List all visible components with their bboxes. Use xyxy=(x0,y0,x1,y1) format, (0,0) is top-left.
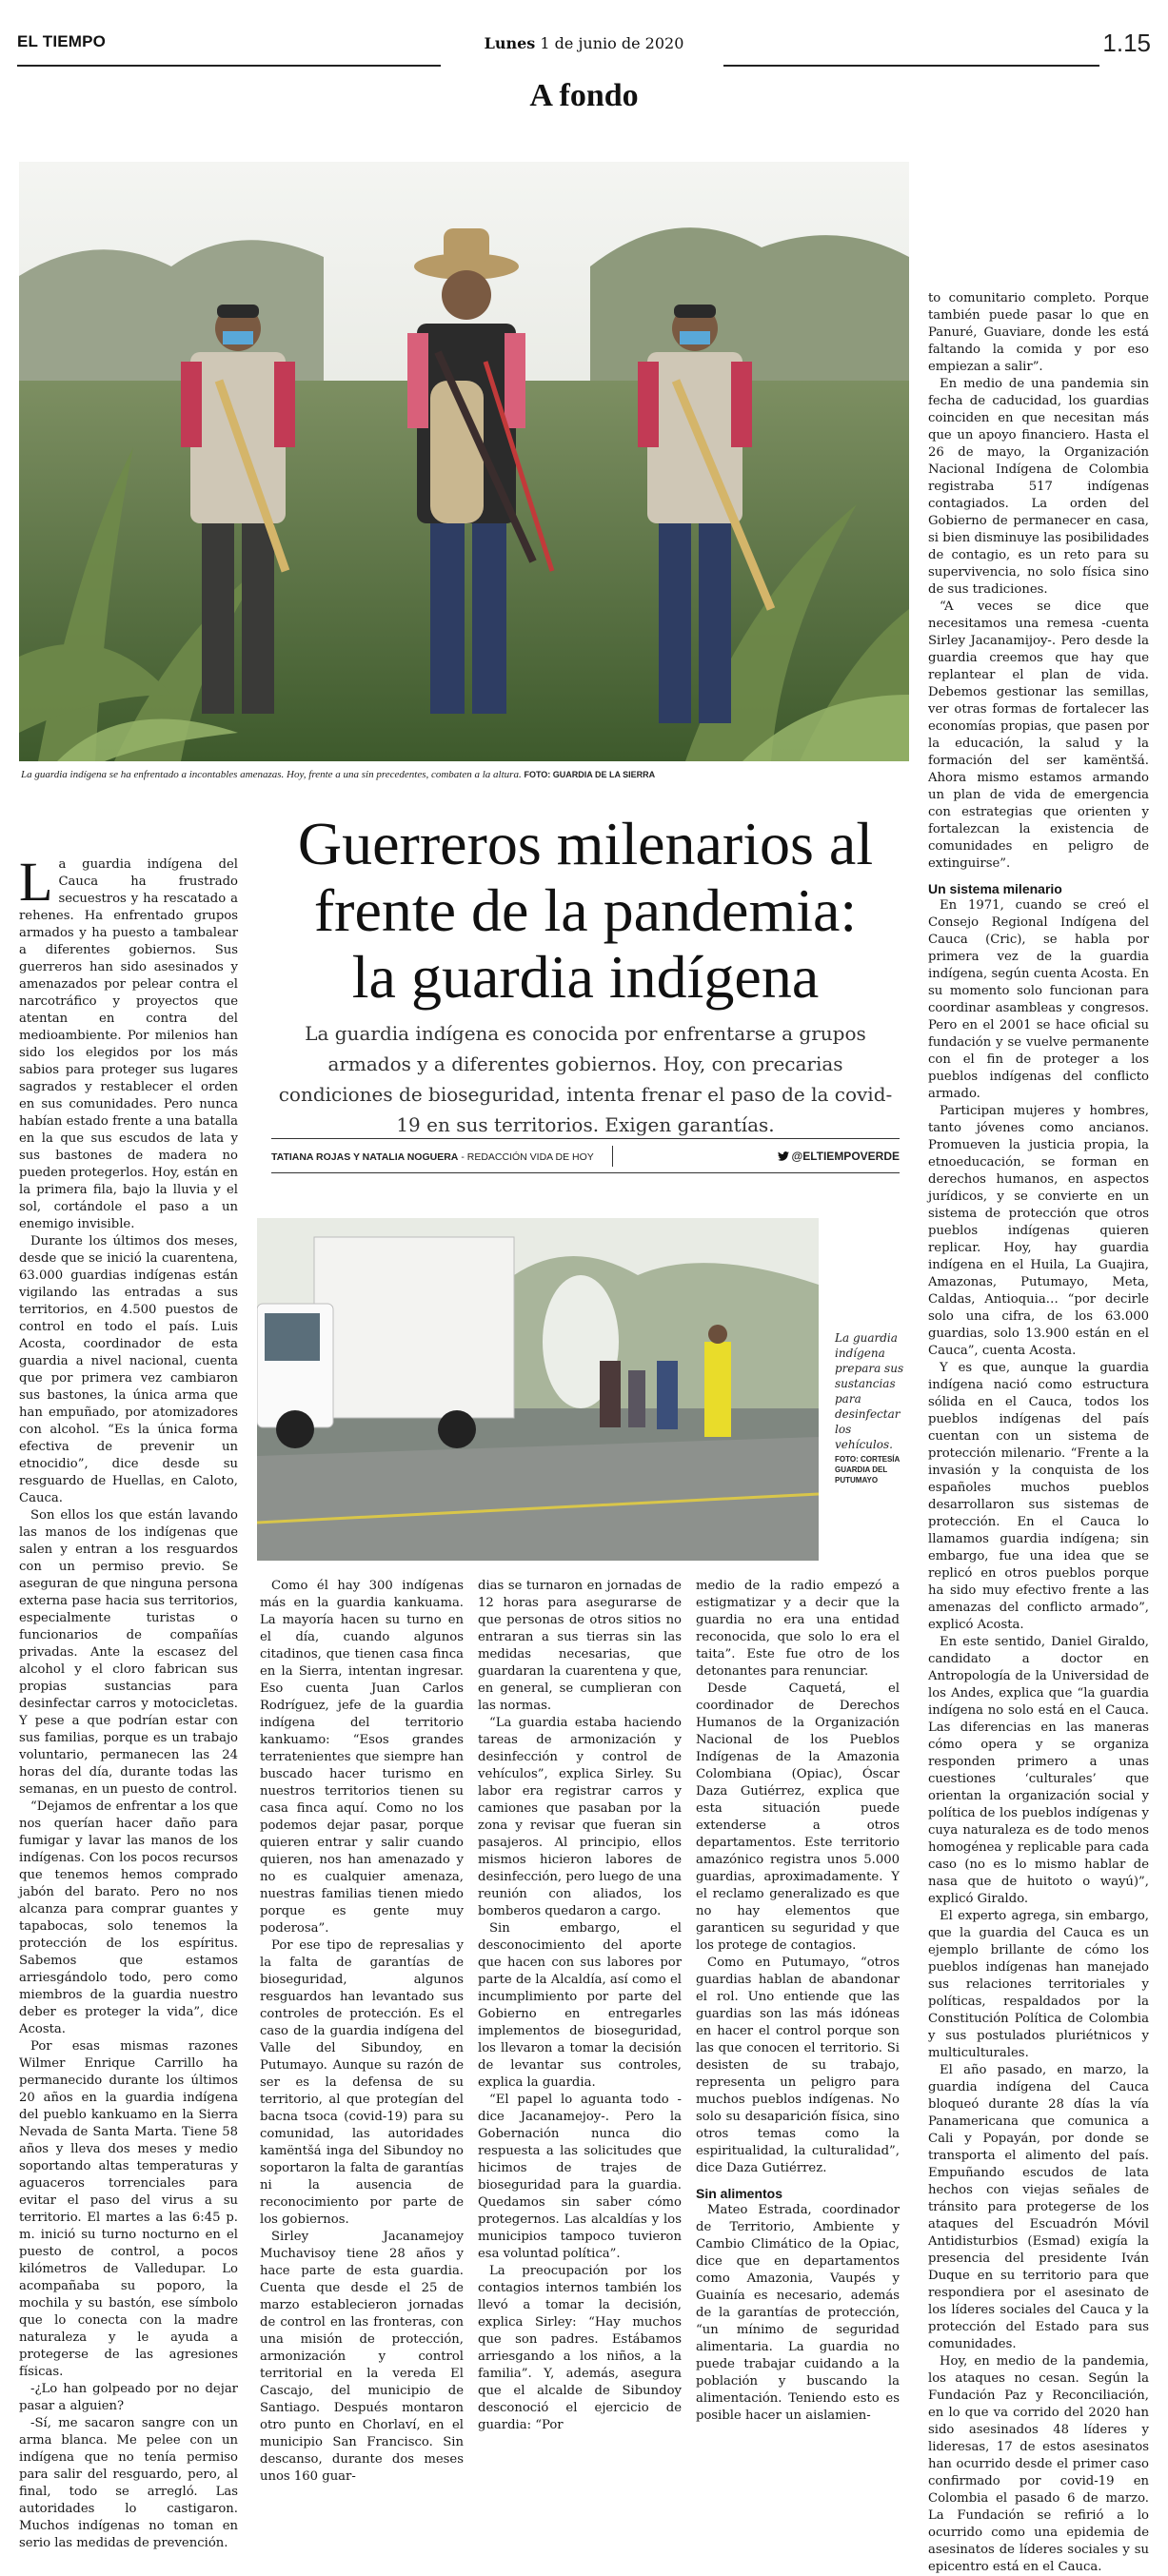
byline-separator xyxy=(612,1146,613,1167)
main-photo-caption-text: La guardia indígena se ha enfrentado a incontables amenazas. Hoy, frente a una sin precedentes, combaten a la altura. xyxy=(21,769,522,780)
col5-paragraph-4: En 1971, cuando se creó el Consejo Regional Indígena del Cauca (Cric), se habla por primera vez de la guardia indígena, según cuenta Acosta. En su momento solo funcionan para coordinar asambleas y congresos. Pero en el 2001 se hace oficial su fundación y se vuelve permanente con el fin de proteger a los pueblos indígenas del conflicto armado. xyxy=(928,898,1149,1101)
deck: La guardia indígena es conocida por enfrentarse a grupos armados y a diferentes gobiernos. Hoy, con precarias condiciones de bioseguridad, intenta frenar el paso de la covid-19 en sus territorios. Exigen garantías. xyxy=(278,1022,893,1136)
headline-line-1: Guerreros milenarios al xyxy=(297,810,874,877)
col3-paragraph-4: “El papel lo aguanta todo -dice Jacanamejoy-. Pero la Gobernación nunca dio respuesta a las solicitudes que hicimos de trajes de bioseguridad para la guardia. Quedamos sin saber cómo protegernos. Las alcaldías y los municipios tampoco tuvieron esa voluntad política”. xyxy=(478,2093,682,2261)
main-photo-caption xyxy=(21,769,911,780)
header-rule-left xyxy=(17,65,441,67)
col2-paragraph-1: Como él hay 300 indígenas más en la guardia kankuama. La mayoría hacen su turno en el día, cuando algunos citadinos, que tienen casa finca en la Sierra, intentan ingresar. Eso cuenta Juan Carlos Rodríguez, jefe de la guardia indígena del territorio kankuamo: “Esos grandes terratenientes que siempre han buscado hacer turismo en nuestros territorios tienen su casa finca aquí. Como no los podemos dejar pasar, porque quieren entrar y salir cuando quieren, nos han amenazado y no es cualquier amenaza, nuestras familias tienen miedo porque es gente muy poderosa”. xyxy=(260,1579,464,1936)
byline-rule-top xyxy=(271,1138,900,1139)
col1-paragraph-3: Son ellos los que están lavando las manos de los indígenas que salen y entran a los resguardos con un permiso previo. Se aseguran de que ninguna persona externa pase hacia sus territorios, especialmente turistas o funcionarios de compañías privadas. Ante la escasez del alcohol y el cloro fabrican sus propias sustancias para desinfectar carros y motocicletas. Y pese a que podrían estar con sus familias, porque es un trabajo voluntario, permanecen las 24 horas del día, durante todas las semanas, en un puesto de control. xyxy=(19,1508,238,1797)
subheading-sistema-milenario: Un sistema milenario xyxy=(928,881,1062,896)
secondary-photo-credit: FOTO: CORTESÍA GUARDIA DEL PUTUMAYO xyxy=(835,1455,900,1485)
col5-paragraph-8: El experto agrega, sin embargo, que la guardia del Cauca es un ejemplo brillante de cómo los pueblos indígenas han manejado sus relaciones territoriales y políticas, respaldados por la Constitución Política de Colombia y sus postulados pluriétnicos y multiculturales. xyxy=(928,1909,1149,2060)
header-rule-right xyxy=(723,65,1099,67)
col5-paragraph-2: En medio de una pandemia sin fecha de caducidad, los guardias coinciden en que necesitan más que un apoyo financiero. Hasta el 26 de mayo, la Organización Nacional Indígena de Colombia registraba 517 indígenas contagiados. La orden del Gobierno de permanecer en casa, si bien disminuye las posibilidades de contagio, es un reto para su supervivencia, no solo física sino de sus tradiciones. xyxy=(928,377,1149,597)
col4-paragraph-3: Como en Putumayo, “otros guardias hablan de abandonar el rol. Uno entiende que las guardias son las más idóneas en hacer el control porque son las que conocen el territorio. Si desisten de su trabajo, representa un peligro para muchos pueblos indígenas. No solo su desaparición física, sino otros temas como la espiritualidad, la culturalidad”, dice Daza Gutiérrez. xyxy=(696,1956,900,2175)
page-number: 1.15 xyxy=(1102,29,1151,57)
masthead: EL TIEMPO xyxy=(17,32,107,50)
byline-authors: TATIANA ROJAS Y NATALIA NOGUERA xyxy=(271,1151,459,1163)
byline xyxy=(271,1151,900,1163)
section-title: A fondo xyxy=(529,78,639,113)
col1-paragraph-6: -¿Lo han golpeado por no dejar pasar a alguien? xyxy=(19,2382,238,2413)
article-column-1 xyxy=(19,851,238,2552)
headline xyxy=(257,811,914,1011)
col2-paragraph-3: Sirley Jacanamejoy Muchavisoy tiene 28 años y hace parte de esta guardia. Cuenta que desde el 25 de marzo establecieron jornadas de control en las fronteras, con una misión de protección, armonización y control territorial en la vereda El Cascajo, del municipio de Santiago. Después montaron otro punto en Chorlaví, en el municipio San Francisco. Sin descanso, durante dos meses unos 160 guar- xyxy=(260,2230,464,2484)
date-rest: 1 de junio de 2020 xyxy=(535,34,684,52)
twitter-bird-icon xyxy=(778,1151,789,1161)
col5-paragraph-5: Participan mujeres y hombres, tanto jóvenes como ancianos. Promueven la justicia propia, la etnoeducación, se forman en derechos humanos, en aspectos jurídicos, y se convierte en un sistema de protección que otros pueblos indígenas quieren replicar. Hoy, hay guardia indígena en el Huila, La Guajira, Amazonas, Putumayo, Meta, Caldas, Antioquia… “por decirle solo una cifra, de los 63.000 guardias, solo 13.900 están en el Cauca”, cuenta Acosta. xyxy=(928,1104,1149,1358)
col1-paragraph-5: Por esas mismas razones Wilmer Enrique Carrillo ha permanecido durante los últimos 20 años en la guardia indígena del pueblo kankuamo en la Sierra Nevada de Santa Marta. Tiene 58 años y lleva dos meses y medio soportando altas temperaturas y aguaceros torrenciales para evitar el paso del virus a su territorio. El martes a las 6:45 p. m. inició su turno nocturno en el puesto de control, a pocos kilómetros de Valledupar. Lo acompañaba su poporo, la mochila y su bastón, ese símbolo que lo conecta con la madre naturaleza y le ayuda a protegerse de las agresiones físicas. xyxy=(19,2039,238,2379)
article-column-5 xyxy=(928,290,1149,2576)
byline-desk: - REDACCIÓN VIDA DE HOY xyxy=(458,1151,594,1163)
byline-twitter-handle: @ELTIEMPOVERDE xyxy=(791,1150,900,1163)
col1-paragraph-1-text: a guardia indígena del Cauca ha frustrado secuestros y ha rescatado a rehenes. Ha enfrentado grupos armados y ha puesto a tambalear a diferentes gobiernos. Sus guerreros han sido asesinados y amenazados por pelear contra el narcotráfico y proyectos que atentan en contra del medioambiente. Por milenios han sido los elegidos por los más sabios para proteger sus lugares sagrados y restablecer el orden en sus comunidades. Pero nunca habían estado frente a una batalla en la que sus escudos de lata y sus bastones de madera no pueden protegerlos. Hoy, están en la primera fila, bajo la lluvia y el sol, cortándole el paso a un enemigo invisible. xyxy=(19,857,238,1231)
issue-date xyxy=(0,34,1168,52)
headline-line-3: la guardia indígena xyxy=(351,943,820,1011)
main-photo-illustration xyxy=(19,162,909,761)
col1-paragraph-2: Durante los últimos dos meses, desde que se inició la cuarentena, 63.000 guardias indígenas están vigilando las entradas a sus territorios, en 4.500 puestos de control en todo el país. Luis Acosta, coordinador de esta guardia a nivel nacional, cuenta que por primera vez cambiaron sus bastones, la única arma que han empuñado, por atomizadores con alcohol. “Es la única forma efectiva de prevenir un etnocidio”, dice desde su resguardo de Huellas, en Caloto, Cauca. xyxy=(19,1234,238,1505)
article-column-4 xyxy=(696,1578,900,2425)
secondary-photo-illustration xyxy=(257,1218,819,1561)
col5-paragraph-6: Y es que, aunque la guardia indígena nació como estructura sólida en el Cauca, todos los pueblos indígenas del país cuentan con un sistema de protección milenario. “Frente a la invasión y la conquista de los españoles muchos pueblos desarrollaron sus sistemas de protección. En el Cauca lo llamamos guardia indígena; sin embargo, fue una idea que se replicó en otros pueblos porque ha sido muy efectivo frente a las amenazas del conflicto armado”, explicó Acosta. xyxy=(928,1361,1149,1632)
byline-twitter[interactable] xyxy=(778,1150,901,1163)
main-photo-guards xyxy=(19,162,909,761)
headline-line-2: frente de la pandemia: xyxy=(313,876,858,944)
col5-paragraph-7: En este sentido, Daniel Giraldo, candidato a doctor en Antropología de la Universidad de los Andes, explica que “la guardia indígena no solo está en el Cauca. Las diferencias en las maneras cómo opera y se organiza responden primero a unas cuestiones ‘culturales’ que orientan la organización social y política de los pueblos indígenas y cuya naturaleza es de todo menos homogénea y replicable para cada caso (no es lo mismo hablar de nasa que de huitoto o wayú)”, explicó Giraldo. xyxy=(928,1635,1149,1906)
col5-paragraph-1: to comunitario completo. Porque también puede pasar lo que en Panuré, Guaviare, donde les está faltando la comida y por eso empiezan a salir”. xyxy=(928,291,1149,374)
col3-paragraph-3: Sin embargo, el desconocimiento del aporte que hacen con sus labores por parte de la Alcaldía, así como el incumplimiento por parte del Gobierno en entregarles implementos de bioseguridad, los llevaron a tomar la decisión de levantar sus controles, explica la guardia. xyxy=(478,1921,682,2090)
article-column-2 xyxy=(260,1578,464,2486)
byline-rule-bottom xyxy=(271,1172,900,1173)
col4-paragraph-1: medio de la radio empezó a estigmatizar y a decir que la guardia no era una entidad reconocida, que solo lo era el taita”. Este fue otro de los detonantes para renunciar. xyxy=(696,1579,900,1679)
main-photo-credit: FOTO: GUARDIA DE LA SIERRA xyxy=(524,770,656,779)
date-day: Lunes xyxy=(484,34,536,52)
article-column-3 xyxy=(478,1578,682,2434)
subheading-sin-alimentos: Sin alimentos xyxy=(696,2186,783,2201)
secondary-photo-truck xyxy=(257,1218,819,1561)
col3-paragraph-1: dias se turnaron en jornadas de 12 horas para asegurarse de que personas de otros sitios no entraran a sus tierras sin las medidas necesarias, que guardaran la cuarentena y que, en general, se cumplieran con las normas. xyxy=(478,1579,682,1713)
col1-paragraph-1 xyxy=(19,851,238,1233)
col4-paragraph-2: Desde Caquetá, el coordinador de Derechos Humanos de la Organización Nacional de los Pueblos Indígenas de la Amazonia Colombiana (Opiac), Óscar Daza Gutiérrez, explica que esta situación puede extenderse a otros departamentos. Este territorio amazónico registra unos 5.000 guardias, aproximadamente. Y el reclamo generalizado es que no hay elementos que garanticen su seguridad y que los protege de contagios. xyxy=(696,1681,900,1953)
col5-paragraph-3: “A veces se dice que necesitamos una remesa -cuenta Sirley Jacanamijoy-. Pero desde la guardia creemos que hay que replantear el plan de vida. Debemos gestionar las semillas, ver otras formas de fortalecer las economías propias, que pasen por la educación, la salud y la formación del ser kamëntšá. Ahora mismo estamos armando un plan de vida de emergencia con estrategias que orienten y fortalezcan la existencia de comunidades en peligro de extinguirse”. xyxy=(928,600,1149,871)
secondary-photo-caption-text: La guardia indígena prepara sus sustancias para desinfectar los vehículos. xyxy=(835,1331,904,1451)
col5-paragraph-10: Hoy, en medio de la pandemia, los ataques no cesan. Según la Fundación Paz y Reconciliación, en lo que va corrido del 2020 han sido asesinados 48 líderes y lideresas, 17 de estos asesinatos han ocurrido desde el primer caso confirmado por covid-19 en Colombia el pasado 6 de marzo. La Fundación se refirió a lo ocurrido como una epidemia de asesinatos de líderes sociales y su epicentro está en el Cauca. xyxy=(928,2354,1149,2574)
col3-paragraph-2: “La guardia estaba haciendo tareas de armonización y desinfección y control de vehículos”, explica Sirley. Su labor era registrar carros y camiones que pasaban por la zona y revisar que fueran sin pasajeros. Al principio, ellos mismos hicieron labores de desinfección, pero luego de una reunión con aliados, los bomberos quedaron a cargo. xyxy=(478,1716,682,1918)
drop-cap: L xyxy=(19,851,53,913)
col1-paragraph-4: “Dejamos de enfrentar a los que nos querían hacer daño para fumigar y lavar las manos de los indígenas. Con los pocos recursos que tenemos hemos comprado jabón del barato. Pero no nos alcanza para comprar guantes y tapabocas, solo tenemos la protección de los espíritus. Sabemos que estamos arriesgándolo todo, pero como miembros de la guardia nuestro deber es proteger la vida”, dice Acosta. xyxy=(19,1799,238,2036)
secondary-photo-caption xyxy=(835,1330,909,1485)
col2-paragraph-2: Por ese tipo de represalias y la falta de garantías de bioseguridad, algunos resguardos han levantado sus controles de protección. Es el caso de la guardia indígena del Valle del Sibundoy, en Putumayo. Aunque su razón de ser es la defensa de su territorio, al que protegían del bacna tsoca (covid-19) para su comunidad, las autoridades kamëntšá inga del Sibundoy no soportaron la falta de garantías ni la ausencia de reconocimiento por parte de los gobiernos. xyxy=(260,1938,464,2227)
col5-paragraph-9: El año pasado, en marzo, la guardia indígena del Cauca bloqueó durante 28 días la vía Panamericana que comunica a Cali y Popayán, por donde se transporta el alimento del país. Empuñando escudos de lata hechos con viejas señales de tránsito para protegerse de los ataques del Escuadrón Móvil Antidisturbios (Esmad) exigía la presencia del presidente Iván Duque en su territorio para que respondiera por el asesinato de los líderes sociales del Cauca y la protección del Estado para sus comunidades. xyxy=(928,2063,1149,2351)
col3-paragraph-5: La preocupación por los contagios internos también los llevó a tomar la decisión, explica Sirley: “Hay muchos que son padres. Estábamos arriesgando a los niños, a la familia”. Y, además, asegura que el alcalde de Sibundoy desconoció el ejercicio de guardia: “Por xyxy=(478,2264,682,2432)
col1-paragraph-7: -Sí, me sacaron sangre con un arma blanca. Me pelee con un indígena que no tenía permiso para salir del resguardo, pero, al final, todo se arregló. Las autoridades lo castigaron. Muchos indígenas no toman en serio las medidas de prevención. xyxy=(19,2416,238,2550)
col4-paragraph-4: Mateo Estrada, coordinador de Territorio, Ambiente y Cambio Climático de la Opiac, dice que en departamentos como Amazonia, Vaupés y Guainía es necesario, además de la garantías de protección, “un mínimo de seguridad alimentaria. La guardia no puede trabajar cuidando a la población y buscando la alimentación. Teniendo esto es posible hacer un aislamien- xyxy=(696,2203,900,2423)
